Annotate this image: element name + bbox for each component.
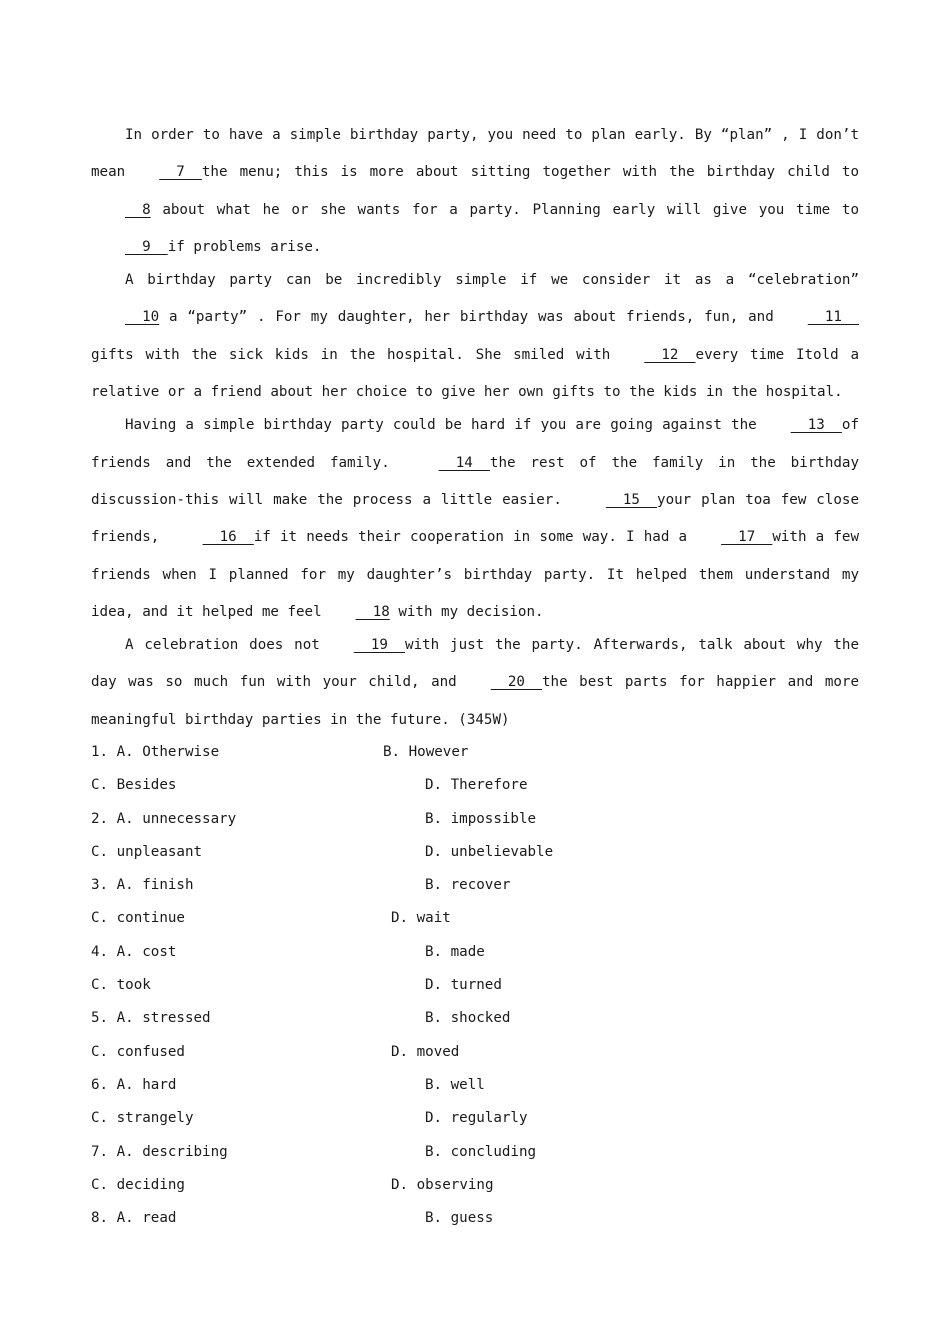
blank-7: 7 (159, 164, 202, 181)
paragraph-3 (91, 407, 859, 631)
question-3-row-ab (91, 869, 859, 902)
question-1-row-ab (91, 736, 859, 769)
option-7a: 7. A. describing (91, 1143, 228, 1160)
option-7c: C. deciding (91, 1176, 185, 1193)
option-5b: B. shocked (425, 1010, 511, 1027)
option-8b: B. guess (425, 1210, 494, 1227)
option-6a: 6. A. hard (91, 1076, 177, 1093)
option-5d: D. moved (391, 1043, 460, 1060)
option-2b: B. impossible (425, 810, 537, 827)
question-5-row-cd (91, 1036, 859, 1069)
text: the rest of the family in the birthday discussion-this will make the process a little easier. (91, 454, 859, 508)
question-4-row-ab (91, 936, 859, 969)
blank-14: 14 (438, 454, 490, 471)
blank-12: 12 (644, 346, 696, 363)
question-2-row-cd (91, 836, 859, 869)
text: A birthday party can be incredibly simple if we consider it as a “celebration” (125, 272, 859, 289)
paragraph-2 (91, 262, 859, 411)
text: the best parts for happier and more meaningful birthday parties in the future. (345W) (91, 674, 859, 728)
blank-9: 9 (125, 238, 168, 255)
blank-13: 13 (790, 417, 842, 434)
option-7b: B. concluding (425, 1143, 537, 1160)
option-7d: D. observing (391, 1176, 494, 1193)
option-5c: C. confused (91, 1043, 185, 1060)
question-1-row-cd (91, 769, 859, 802)
blank-17: 17 (721, 529, 773, 546)
question-8-row-ab (91, 1202, 859, 1235)
question-6-row-cd (91, 1102, 859, 1135)
text: about what he or she wants for a party. Planning early will give you time to (162, 201, 859, 218)
option-6c: C. strangely (91, 1110, 194, 1127)
option-3d: D. wait (391, 910, 451, 927)
blank-8: 8 (125, 201, 151, 218)
question-2-row-ab (91, 803, 859, 836)
option-3a: 3. A. finish (91, 877, 194, 894)
paragraph-4 (91, 627, 859, 739)
text: In order to have a simple birthday party, you need to plan early. By “plan” , I don’t mean (91, 127, 859, 181)
option-1b: B. However (383, 744, 469, 760)
blank-10: 10 (125, 309, 160, 326)
blank-11: 11 (807, 309, 859, 326)
option-2c: C. unpleasant (91, 843, 203, 860)
text: with a few friends when I planned for my daughter’s birthday party. It helped them understand my idea, and it helped me feel (91, 529, 859, 620)
question-6-row-ab (91, 1069, 859, 1102)
option-6b: B. well (425, 1076, 485, 1093)
option-1c: C. Besides (91, 777, 177, 794)
option-8a: 8. A. read (91, 1210, 177, 1227)
option-1a: 1. A. Otherwise (91, 744, 220, 760)
blank-18: 18 (355, 603, 390, 620)
blank-15: 15 (605, 491, 658, 508)
text: the menu; this is more about sitting together with the birthday child to (201, 164, 859, 181)
option-5a: 5. A. stressed (91, 1010, 211, 1027)
question-5-row-ab (91, 1002, 859, 1035)
question-7-row-ab (91, 1136, 859, 1169)
option-4c: C. took (91, 977, 151, 994)
text: a “party” . For my daughter, her birthday was about friends, fun, and (169, 309, 774, 326)
text: with just the party. Afterwards, talk about why the day was so much fun with your child, and (91, 637, 859, 691)
option-3b: B. recover (425, 877, 511, 894)
text: A celebration does not (125, 637, 320, 654)
question-7-row-cd (91, 1169, 859, 1202)
text: if it needs their cooperation in some way. I had a (253, 529, 688, 546)
paragraph-1 (91, 117, 859, 266)
cloze-passage (91, 117, 859, 739)
text: of friends and the extended family. (91, 417, 859, 471)
question-4-row-cd (91, 969, 859, 1002)
option-4b: B. made (425, 943, 485, 960)
question-3-row-cd (91, 902, 859, 935)
text: every time Itold a relative or a friend about her choice to give her own gifts to the kids in the hospital. (91, 346, 860, 401)
blank-20: 20 (490, 674, 542, 691)
text: if problems arise. (167, 238, 322, 255)
blank-19: 19 (353, 637, 406, 654)
text: with my decision. (398, 603, 544, 620)
text: gifts with the sick kids in the hospital. She smiled with (91, 346, 611, 363)
option-1d: D. Therefore (425, 777, 528, 794)
option-2a: 2. A. unnecessary (91, 810, 237, 827)
option-2d: D. unbelievable (425, 843, 554, 860)
option-3c: C. continue (91, 910, 185, 927)
text: your plan toa few close friends, (91, 491, 859, 546)
option-6d: D. regularly (425, 1110, 528, 1127)
blank-16: 16 (202, 529, 254, 546)
text: Having a simple birthday party could be hard if you are going against the (125, 417, 757, 434)
option-4d: D. turned (425, 977, 502, 994)
answer-options (91, 736, 859, 1235)
option-4a: 4. A. cost (91, 943, 177, 960)
